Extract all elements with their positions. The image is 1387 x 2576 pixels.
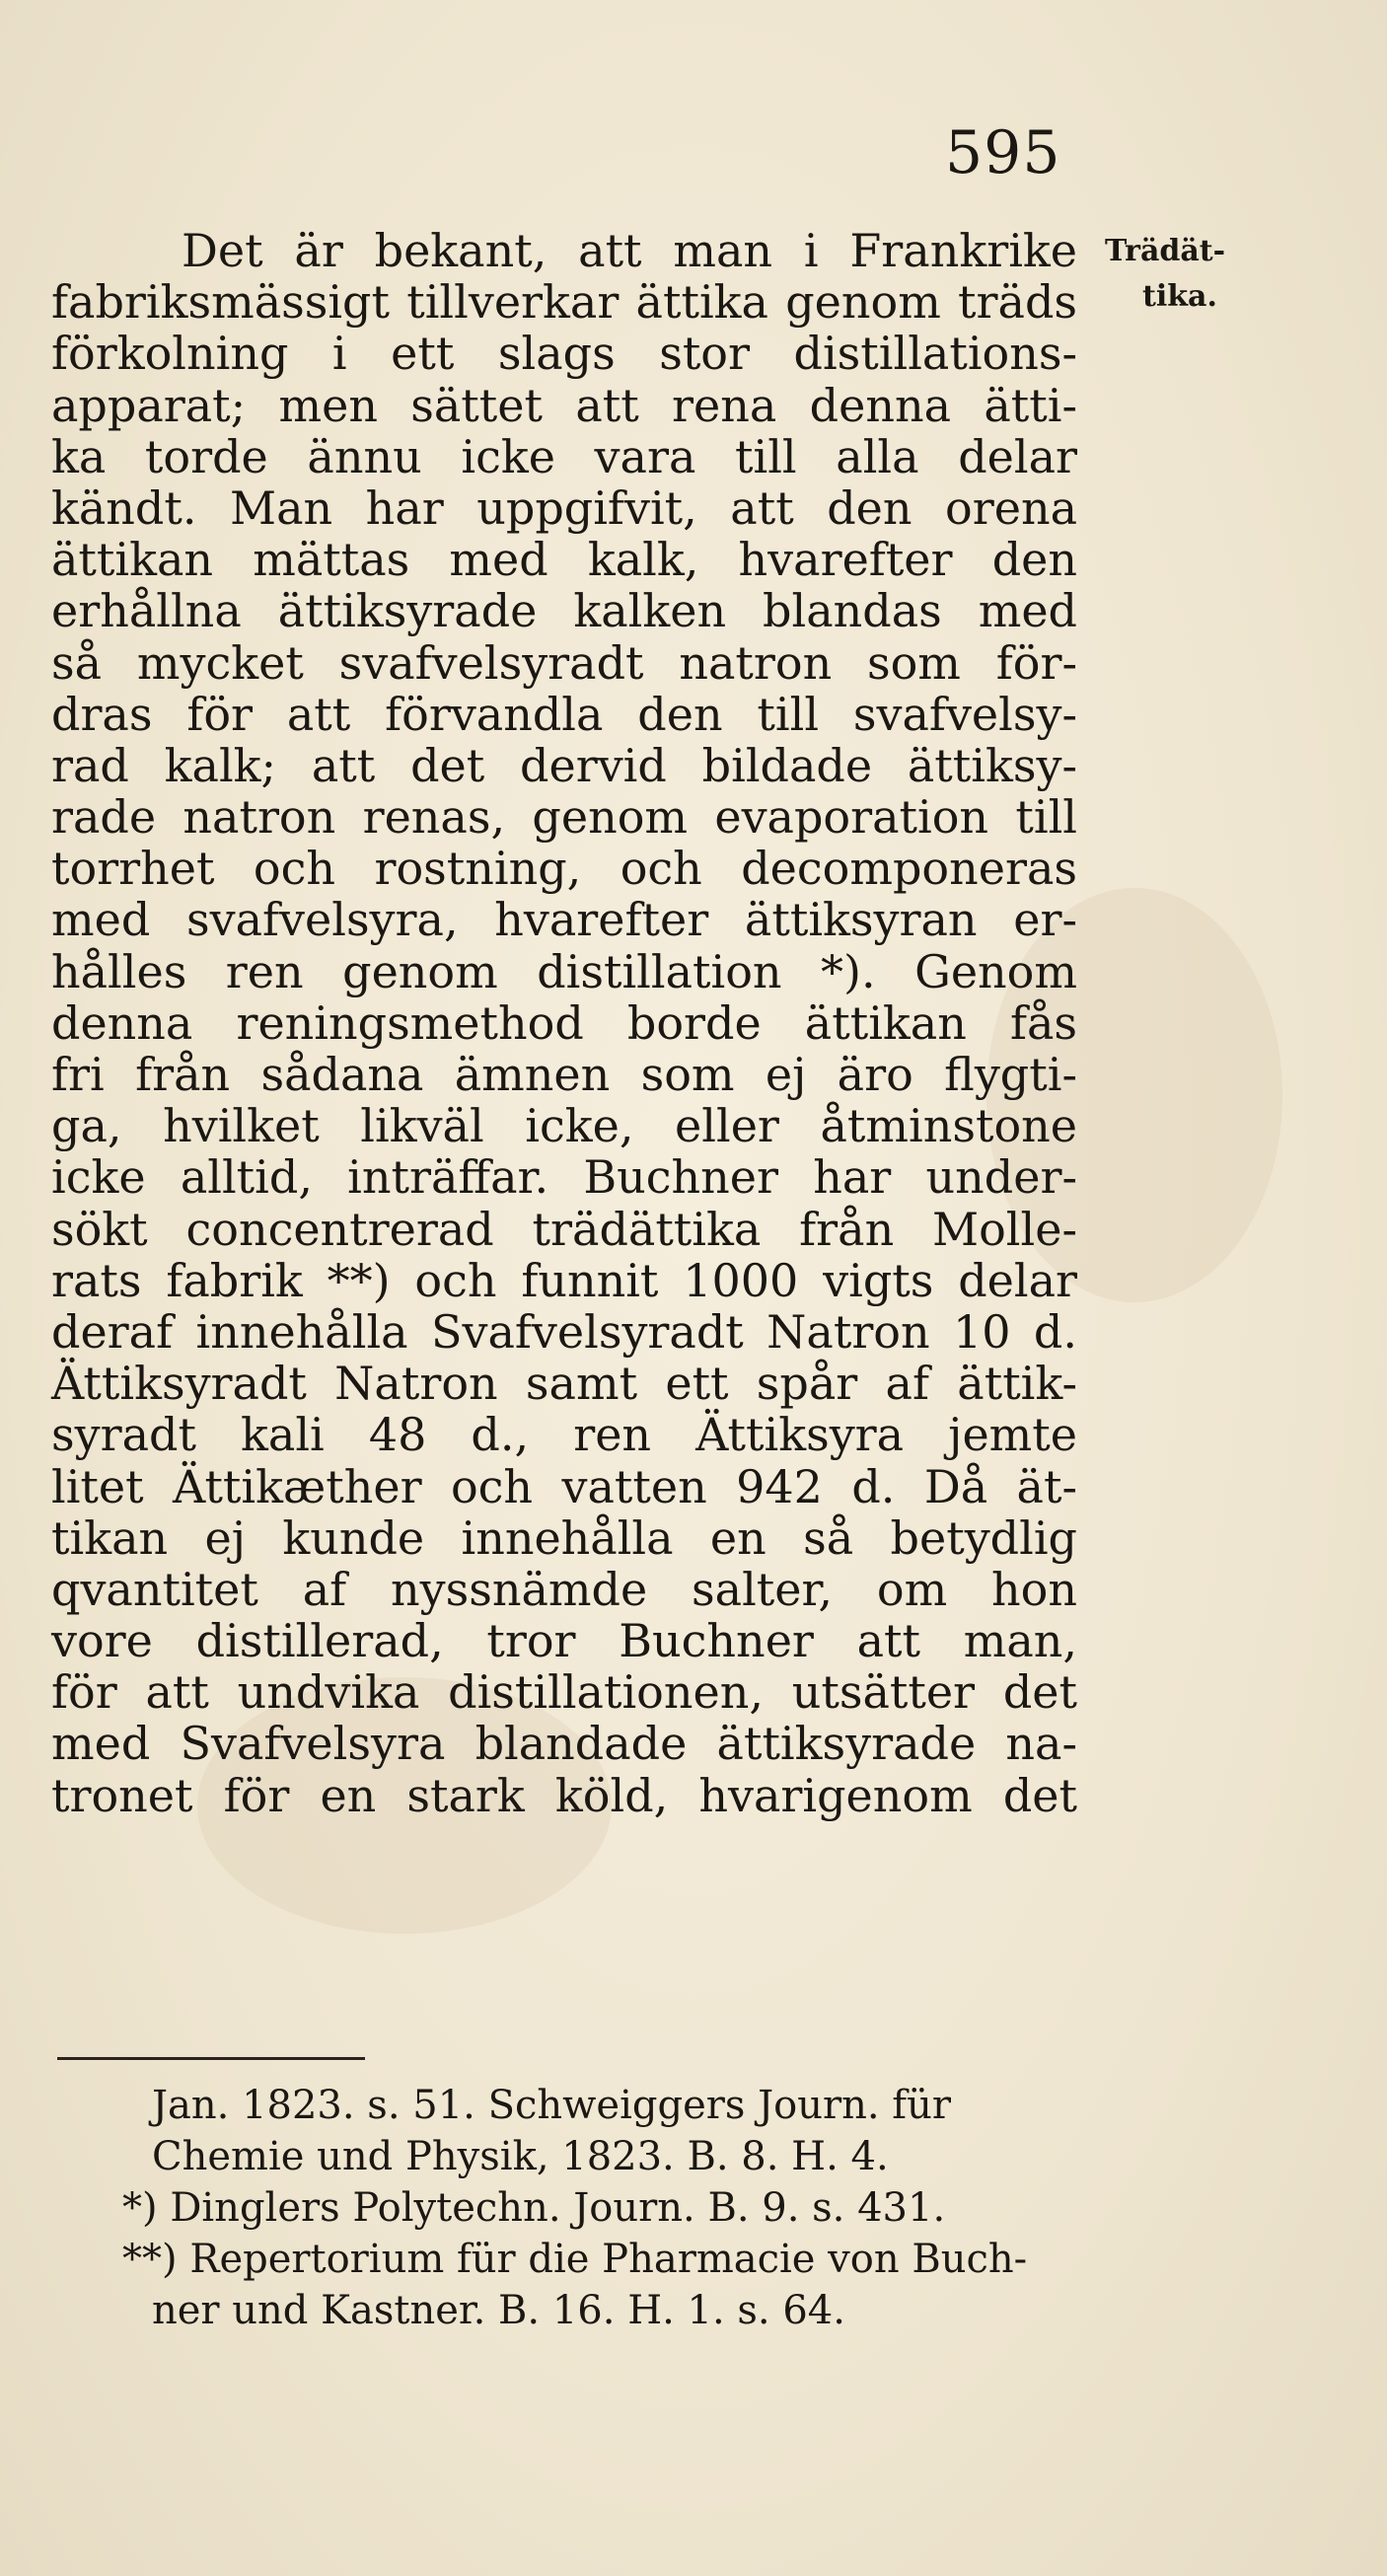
body-line: med Svafvelsyra blandade ättiksyrade na- [51, 1717, 1077, 1771]
footnote-line: Jan. 1823. s. 51. Schweiggers Journ. für [152, 2083, 951, 2128]
body-line: fri från sådana ämnen som ej äro flygti- [51, 1048, 1077, 1101]
body-line: tikan ej kunde innehålla en så betydlig [51, 1510, 1077, 1565]
body-line: dras för att förvandla den till svafvelsy- [51, 687, 1077, 741]
body-line: denna reningsmethod borde ättikan fås [51, 995, 1077, 1050]
body-line: vore distillerad, tror Buchner att man, [51, 1614, 1077, 1668]
footnote-line: *) Dinglers Polytechn. Journ. B. 9. s. 431. [122, 2185, 946, 2231]
body-line: litet Ättikæther och vatten 942 d. Då ät- [51, 1459, 1077, 1513]
body-line: rats fabrik **) och funnit 1000 vigts delar [51, 1253, 1077, 1307]
margin-note [1105, 229, 1225, 320]
body-line: ka torde ännu icke vara till alla delar [51, 429, 1077, 483]
body-line: kändt. Man har uppgifvit, att den orena [51, 480, 1077, 535]
body-line: erhållna ättiksyrade kalken blandas med [51, 584, 1077, 638]
body-line: rad kalk; att det dervid bildade ättiksy- [51, 738, 1077, 792]
footnote-line: **) Repertorium für die Pharmacie von Buch- [122, 2237, 1028, 2282]
body-line: rade natron renas, genom evaporation till [51, 790, 1077, 845]
margin-note-line: tika. [1142, 279, 1217, 314]
body-line: för att undvika distillationen, utsätter det [51, 1665, 1077, 1720]
footnote-line: Chemie und Physik, 1823. B. 8. H. 4. [152, 2134, 889, 2179]
body-line: ga, hvilket likväl icke, eller åtminstone [51, 1099, 1077, 1153]
body-line: Ättiksyradt Natron samt ett spår af ättik- [51, 1357, 1077, 1411]
body-line: Det är bekant, att man i Frankrike [182, 224, 1077, 277]
footnotes [63, 2080, 1099, 2336]
footnote-line: ner und Kastner. B. 16. H. 1. s. 64. [152, 2288, 845, 2333]
body-line: icke alltid, inträffar. Buchner har under- [51, 1150, 1077, 1205]
body-line: deraf innehålla Svafvelsyradt Natron 10 d. [51, 1304, 1077, 1359]
body-line: så mycket svafvelsyradt natron som för- [51, 635, 1077, 690]
footnote-rule [57, 2057, 365, 2060]
body-line: torrhet och rostning, och decomponeras [51, 842, 1077, 896]
body-line: sökt concentrerad trädättika från Molle- [51, 1202, 1077, 1256]
margin-note-line: Trädät- [1105, 234, 1226, 268]
body-line: förkolning i ett slags stor distillations- [51, 327, 1077, 381]
body-text [51, 225, 1077, 1821]
body-line: hålles ren genom distillation *). Genom [51, 944, 1077, 998]
page-number: 595 [945, 118, 1061, 187]
body-line: apparat; men sättet att rena denna ätti- [51, 378, 1077, 432]
body-line: fabriksmässigt tillverkar ättika genom träds [51, 275, 1077, 330]
body-line: syradt kali 48 d., ren Ättiksyra jemte [51, 1408, 1077, 1462]
body-line: med svafvelsyra, hvarefter ättiksyran er- [51, 893, 1077, 947]
body-line: qvantitet af nyssnämde salter, om hon [51, 1562, 1077, 1616]
body-line: tronet för en stark köld, hvarigenom det [51, 1768, 1077, 1822]
body-line: ättikan mättas med kalk, hvarefter den [51, 533, 1077, 587]
